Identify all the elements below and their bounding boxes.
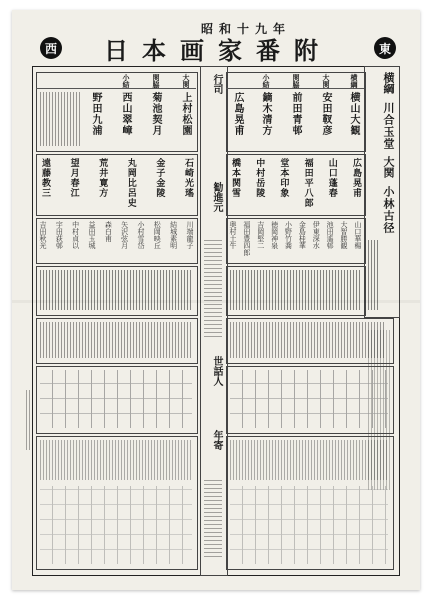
west-badge: 西 bbox=[40, 37, 62, 59]
west-row-name-3: 丸岡比呂史 bbox=[125, 158, 136, 208]
east-lower-text-2 bbox=[230, 322, 386, 358]
east-upper-name-3: 前田青邨 bbox=[290, 92, 301, 136]
east-row-name-5: 中村岳陵 bbox=[254, 158, 265, 198]
west-mid-name-10: 吉田秋光 bbox=[39, 221, 47, 249]
east-upper-name-1: 横山大観 bbox=[348, 92, 359, 136]
east-bottom-grid bbox=[230, 486, 388, 564]
west-lower-text-2 bbox=[40, 322, 192, 358]
center-text-block bbox=[204, 240, 222, 340]
east-mid-name-5: 金島桂華 bbox=[298, 221, 307, 249]
east-bottom-text-1 bbox=[230, 440, 388, 480]
west-mid-glyphs bbox=[39, 221, 193, 259]
east-mid-name-6: 小野竹喬 bbox=[284, 221, 293, 249]
center-label-1: 行司 bbox=[211, 74, 222, 94]
center-label-2: 勧進元 bbox=[211, 182, 222, 212]
west-upper-side-text bbox=[40, 92, 80, 146]
east-mid-name-1: 山口華楊 bbox=[353, 221, 362, 249]
era-label: 昭和十九年 bbox=[200, 22, 291, 36]
east-rank-label-1: 横綱 bbox=[350, 74, 359, 88]
east-rank-label-4: 小結 bbox=[262, 74, 271, 88]
east-row-name-2: 山口蓬春 bbox=[326, 158, 337, 198]
left-margin-note bbox=[26, 390, 30, 450]
east-row-name-1: 広島晃甫 bbox=[350, 158, 361, 198]
east-row-name-3: 福田平八郎 bbox=[302, 158, 313, 208]
west-row-name-1: 石崎光瑤 bbox=[182, 158, 193, 198]
west-mid-name-5: 矢沢弦月 bbox=[120, 221, 129, 249]
center-label-3: 世話人 bbox=[211, 356, 222, 386]
west-bottom-text-1 bbox=[40, 440, 192, 480]
east-badge: 東 bbox=[374, 37, 396, 59]
east-mid-name-7: 徳岡神泉 bbox=[270, 221, 279, 249]
east-mid-name-9: 福田豊四郎 bbox=[242, 221, 251, 256]
banzuke-sheet bbox=[12, 10, 420, 590]
east-top-name-1: 川合玉堂 bbox=[382, 102, 395, 150]
east-row-name-4: 堂本印象 bbox=[278, 158, 289, 198]
east-top-name-2: 小林古径 bbox=[382, 186, 395, 234]
east-mid-name-10: 奥村土牛 bbox=[229, 221, 237, 249]
east-rank-label-3: 関脇 bbox=[292, 74, 301, 88]
east-row-glyphs-1 bbox=[230, 158, 360, 210]
west-lower-text-1 bbox=[40, 270, 192, 310]
east-mid-name-4: 伊東深水 bbox=[312, 221, 321, 249]
east-top-rank-1: 横綱 bbox=[382, 72, 395, 94]
west-rank-label-2: 関脇 bbox=[152, 74, 161, 88]
west-mid-name-7: 益田玉城 bbox=[87, 221, 96, 249]
west-bottom-grid bbox=[40, 486, 192, 564]
east-lower-text-1 bbox=[230, 270, 360, 310]
west-upper-name-2: 菊池契月 bbox=[150, 92, 161, 136]
west-row-name-4: 荒井寛方 bbox=[97, 158, 108, 198]
east-upper-name-2: 安田靫彦 bbox=[320, 92, 331, 136]
west-mid-name-9: 宇田荻邨 bbox=[55, 221, 64, 249]
west-upper-name-1: 上村松園 bbox=[180, 92, 191, 136]
west-row-glyphs-1 bbox=[40, 158, 192, 210]
east-rank-label-2: 大関 bbox=[322, 74, 331, 88]
west-row-name-2: 金子金陵 bbox=[154, 158, 165, 198]
center-text-block-2 bbox=[204, 480, 222, 560]
east-upper-name-4: 鏑木清方 bbox=[260, 92, 271, 136]
west-mid-name-2: 結城素明 bbox=[169, 221, 178, 249]
west-row-name-5: 望月春江 bbox=[68, 158, 79, 198]
west-upper-name-4: 野田九浦 bbox=[90, 92, 101, 136]
west-upper-name-3: 西山翠嶂 bbox=[120, 92, 131, 136]
east-mid-glyphs bbox=[229, 221, 361, 259]
east-mid-name-8: 吉岡堅二 bbox=[256, 221, 265, 249]
east-rank-divider bbox=[226, 88, 364, 89]
east-mid-name-3: 池田遙邨 bbox=[326, 221, 335, 249]
east-row-name-6: 橋本関雪 bbox=[230, 158, 240, 198]
east-top-rank-2: 大関 bbox=[382, 156, 395, 178]
west-rank-divider bbox=[36, 88, 196, 89]
east-mid-name-2: 大智勝観 bbox=[340, 221, 348, 249]
east-upper-name-5: 広島晃甫 bbox=[232, 92, 243, 136]
west-mid-name-8: 中村貞以 bbox=[71, 221, 80, 249]
west-mid-name-3: 松岡映丘 bbox=[153, 221, 162, 249]
center-label-4: 年寄 bbox=[211, 430, 222, 450]
west-rank-label-3: 小結 bbox=[122, 74, 131, 88]
west-rank-label-1: 大関 bbox=[182, 74, 191, 88]
east-table-grid bbox=[230, 370, 388, 428]
west-row-name-6: 遠藤教三 bbox=[40, 158, 50, 198]
main-title: 日本画家番附 bbox=[104, 35, 332, 65]
west-mid-name-4: 小村雪岱 bbox=[136, 221, 145, 249]
title-bar bbox=[40, 34, 396, 65]
west-table-grid bbox=[40, 370, 192, 428]
fold-line bbox=[12, 300, 420, 303]
west-mid-name-6: 森白甫 bbox=[104, 221, 113, 242]
west-mid-name-1: 川端龍子 bbox=[185, 221, 194, 249]
